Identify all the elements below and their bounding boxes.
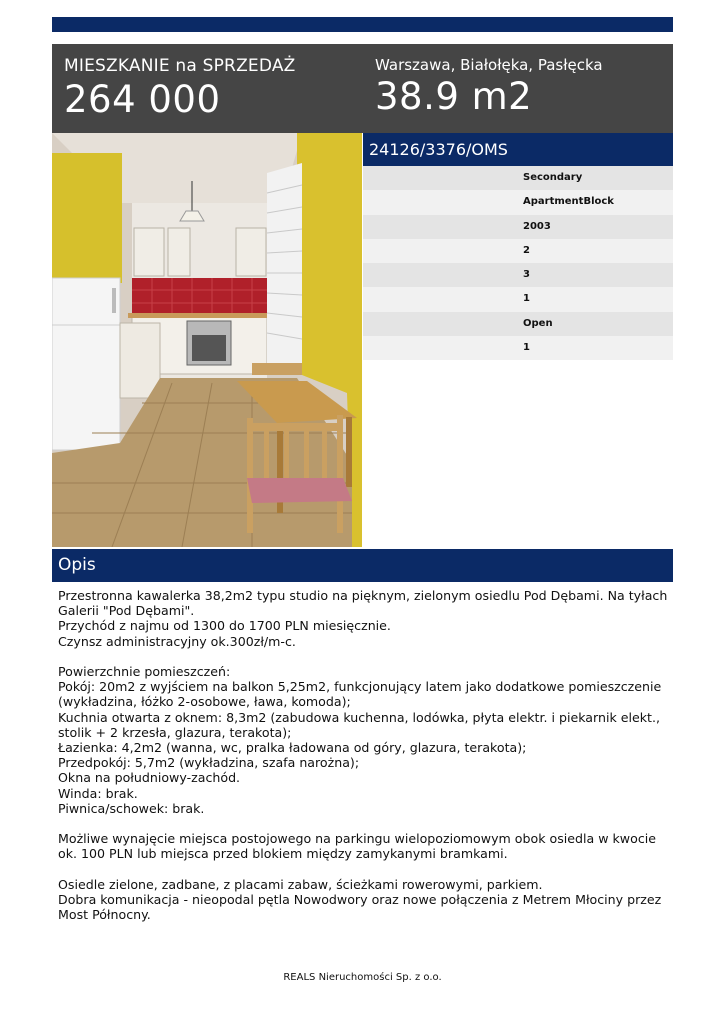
description-title: Opis <box>58 555 96 575</box>
listing-type: MIESZKANIE na SPRZEDAŻ <box>64 56 296 76</box>
description-line: Winda: brak. <box>58 785 138 801</box>
detail-row <box>363 166 673 190</box>
description-line: Powierzchnie pomieszczeń: <box>58 664 231 679</box>
description-body <box>58 588 670 922</box>
header-right <box>375 56 603 118</box>
description-line: Przedpokój: 5,7m2 (wykładzina, szafa narożna); <box>58 755 360 771</box>
description-line: Łazienka: 4,2m2 (wanna, wc, pralka ładowana od góry, glazura, terakota); <box>58 740 527 756</box>
listing-header <box>52 44 673 133</box>
property-photo <box>52 133 362 547</box>
paragraph-gap <box>58 649 670 664</box>
detail-value-8: 1 <box>523 342 530 354</box>
listing-price: 264 000 <box>64 78 221 121</box>
detail-row <box>363 263 673 287</box>
description-line: Czynsz administracyjny ok.300zł/m-c. <box>58 633 296 649</box>
details-table <box>363 166 673 360</box>
description-line: Osiedle zielone, zadbane, z placami zabaw, ścieżkami rowerowymi, parkiem. <box>58 876 543 892</box>
description-line: Piwnica/schowek: brak. <box>58 800 205 816</box>
detail-market: Secondary <box>523 172 583 183</box>
detail-value-5: 3 <box>523 269 530 281</box>
detail-year: 2003 <box>523 220 551 232</box>
detail-value-6: 1 <box>523 293 530 305</box>
listing-location: Warszawa, Białołęka, Pasłęcka <box>375 56 603 74</box>
description-line: Przychód z najmu od 1300 do 1700 PLN miesięcznie. <box>58 618 391 634</box>
detail-building-type: ApartmentBlock <box>523 196 614 208</box>
detail-row <box>363 215 673 239</box>
description-line: Możliwe wynajęcie miejsca postojowego na parkingu wielopoziomowym obok osiedla w kwocie ok. 100 PLN lub miejsca przed blokiem między zamykanymi bramkami. <box>58 831 656 862</box>
paragraph-gap <box>58 816 670 831</box>
header-left <box>64 56 296 121</box>
detail-row <box>363 239 673 263</box>
detail-row <box>363 190 673 214</box>
description-line: Dobra komunikacja - nieopodal pętla Nowodwory oraz nowe połączenia z Metrem Młociny przez Most Północny. <box>58 892 662 923</box>
description-line: Kuchnia otwarta z oknem: 8,3m2 (zabudowa kuchenna, lodówka, płyta elektr. i piekarnik elekt., stolik + 2 krzesła, glazura, terakota); <box>58 709 660 740</box>
detail-row <box>363 287 673 311</box>
paragraph-gap <box>58 862 670 877</box>
detail-row <box>363 312 673 336</box>
description-line: Przestronna kawalerka 38,2m2 typu studio na pięknym, zielonym osiedlu Pod Dębami. Na tyłach Galerii "Pod Dębami". <box>58 588 668 619</box>
reference-number: 24126/3376/OMS <box>369 140 508 159</box>
description-line: Okna na południowy-zachód. <box>58 770 241 786</box>
reference-bar <box>363 133 673 166</box>
listing-area: 38.9 m2 <box>375 75 533 118</box>
detail-kitchen: Open <box>523 317 553 329</box>
top-accent-bar <box>52 17 673 32</box>
footer-company: REALS Nieruchomości Sp. z o.o. <box>283 972 442 983</box>
detail-value-4: 2 <box>523 244 530 256</box>
description-line: Pokój: 20m2 z wyjściem na balkon 5,25m2, funkcjonujący latem jako dodatkowe pomieszczenie (wykładzina, łóżko 2-osobowe, ława, komoda); <box>58 679 662 710</box>
description-header <box>52 549 673 582</box>
detail-row <box>363 336 673 360</box>
